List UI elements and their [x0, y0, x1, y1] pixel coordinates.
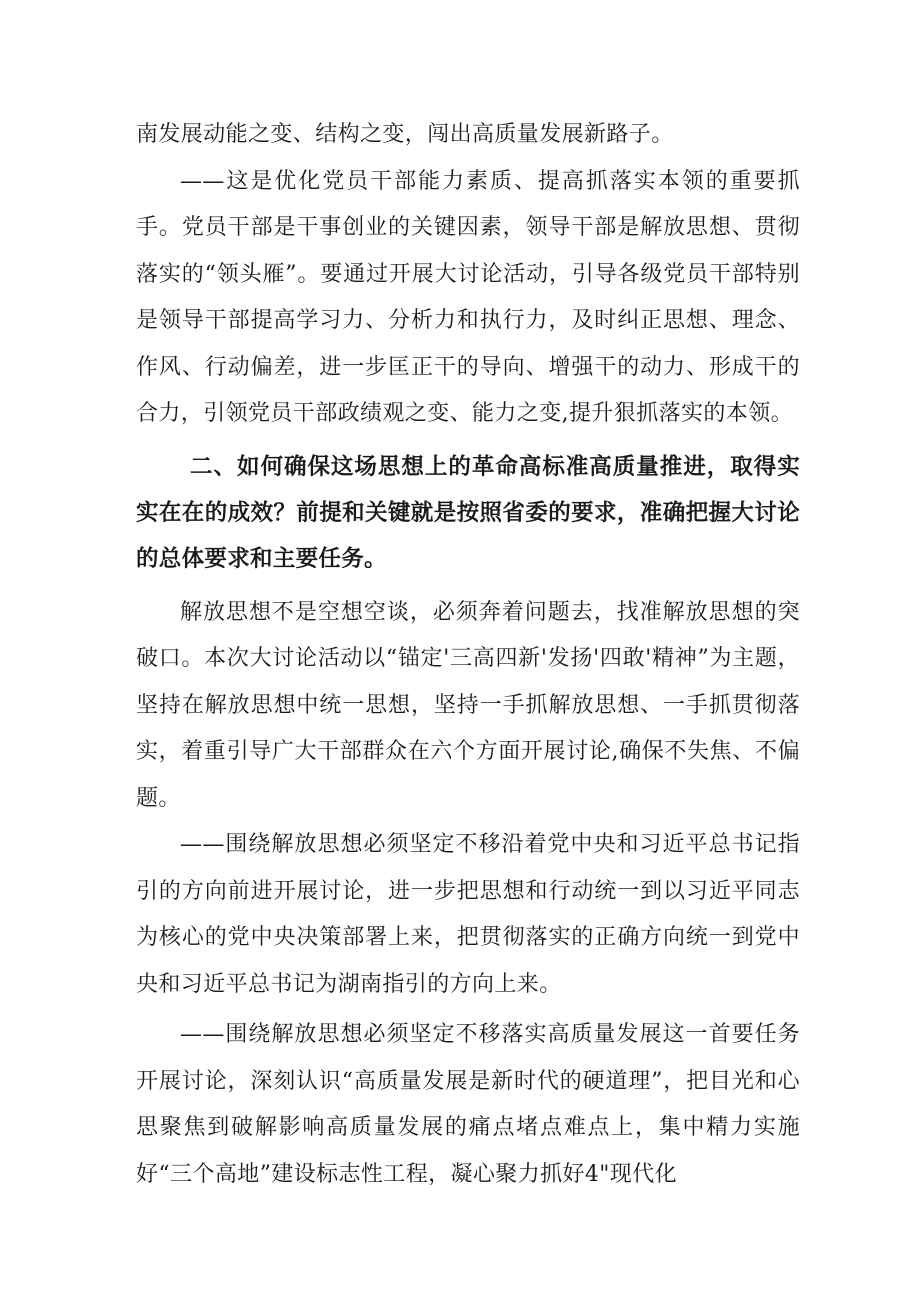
paragraph-continuation: 南发展动能之变、结构之变，闯出高质量发展新路子。	[136, 122, 674, 147]
section-heading-two: 二、如何确保这场思想上的革命高标准高质量推进，取得实实在在的成效？前提和关键就是按照省委的要求，准确把握大讨论的总体要求和主要任务。	[136, 453, 800, 572]
paragraph-high-quality-development: ——围绕解放思想必须坚定不移落实高质量发展这一首要任务开展讨论，深刻认识“高质量发展是新时代的硬道理”，把目光和心思聚焦到破解影响高质量发展的痛点堵点难点上，集中精力实施好“三个高地”建设标志性工程，凝心聚力抓好4"现代化	[136, 1022, 800, 1187]
document-page	[136, 112, 800, 1198]
paragraph-cadre-ability: ——这是优化党员干部能力素质、提高抓落实本领的重要抓手。党员干部是干事创业的关键因素，领导干部是解放思想、贯彻落实的“领头雁”。要通过开展大讨论活动，引导各级党员干部特别是领导干部提高学习力、分析力和执行力，及时纠正思想、理念、作风、行动偏差，进一步匡正干的导向、增强干的动力、形成干的合力，引领党员干部政绩观之变、能力之变,提升狠抓落实的本领。	[136, 168, 800, 426]
paragraph-discussion-theme: 解放思想不是空想空谈，必须奔着问题去，找准解放思想的突破口。本次大讨论活动以“锚定'三高四新'发扬'四敢'精神”为主题，坚持在解放思想中统一思想，坚持一手抓解放思想、一手抓贯彻落实，着重引导广大干部群众在六个方面开展讨论,确保不失焦、不偏题。	[136, 599, 800, 811]
paragraph-party-direction: ——围绕解放思想必须坚定不移沿着党中央和习近平总书记指引的方向前进开展讨论，进一步把思想和行动统一到以习近平同志为核心的党中央决策部署上来，把贯彻落实的正确方向统一到党中央和习近平总书记为湖南指引的方向上来。	[136, 832, 800, 997]
